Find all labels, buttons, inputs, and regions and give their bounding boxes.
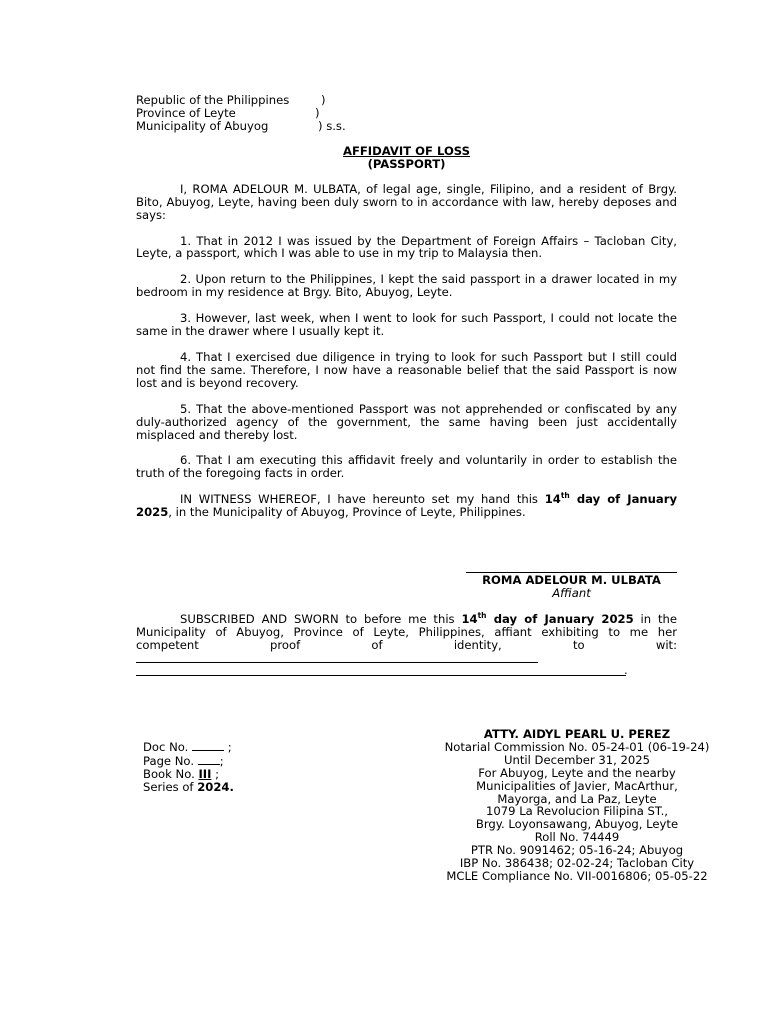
witness-paragraph: IN WITNESS WHEREOF, I have hereunto set my hand this 14th day of January 2025, in the Municipality of Abuyog, Province of Leyte, Philippines. [136,491,678,520]
title-sub: (PASSPORT) [367,156,446,171]
id-blank-line-1 [136,662,538,663]
jurat-block [136,613,677,652]
notary-until: Until December 31, 2025 [504,752,650,767]
book-no: Book No. III ; [143,766,220,781]
intro-paragraph: I, ROMA ADELOUR M. ULBATA, of legal age, single, Filipino, and a resident of Brgy. Bito, Abuyog, Leyte, having been duly sworn to in accordance with law, hereby deposes and says: [136,181,677,222]
page-no: Page No. ; [143,753,224,768]
paragraph-6: 6. That I am executing this affidavit freely and voluntarily in order to establish the truth of the foregoing facts in order. [136,453,677,481]
notary-jurisdiction: For Abuyog, Leyte and the nearby Municipalities of Javier, MacArthur, Mayorga, and La Paz, Leyte [476,765,678,806]
venue-municipality: Municipality of Abuyog ) s.s. [136,119,346,133]
venue-block [136,94,677,133]
affidavit-page [136,93,710,883]
notary-commission: Notarial Commission No. 05-24-01 (06-19-24) [444,739,710,754]
affiant-name: ROMA ADELOUR M. ULBATA [482,573,661,587]
title-main: AFFIDAVIT OF LOSS [343,144,470,158]
notary-address-1: 1079 La Revolucion Filipina ST., [486,804,668,819]
notary-ibp: IBP No. 386438; 02-02-24; Tacloban City [459,856,695,871]
document-title [136,145,677,171]
notary-ptr: PTR No. 9091462; 05-16-24; Abuyog [470,843,684,858]
notary-address-2: Brgy. Loyonsawang, Abuyog, Leyte [475,817,679,832]
id-blank-line-2 [136,675,626,676]
venue-republic: Republic of the Philippines ) [136,93,326,107]
paragraph-2: 2. Upon return to the Philippines, I kept the said passport in a drawer located in my bedroom in my residence at Brgy. Bito, Abuyog, Leyte. [136,272,677,300]
affiant-role: Affiant [552,585,591,600]
jurat-paragraph: SUBSCRIBED AND SWORN to before me this 14th day of January 2025 in the Municipality of Abuyog, Province of Leyte, Philippines, affiant exhibiting to me her competent proof of identity, to wit: [136,611,678,652]
notary-mcle: MCLE Compliance No. VII-0016806; 05-05-22 [446,868,708,883]
notary-name: ATTY. AIDYL PEARL U. PEREZ [483,727,671,741]
paragraph-4: 4. That I exercised due diligence in trying to look for such Passport but I still could not find the same. Therefore, I now have a reasonable belief that the said Passport is now lost and is beyond recovery. [136,349,677,390]
doc-no: Doc No. ; [143,740,232,754]
affiant-signature-block [466,572,677,600]
paragraph-5: 5. That the above-mentioned Passport was not apprehended or confiscated by any duly-authorized agency of the government, the same having been just accidentally misplaced and thereby lost. [136,401,677,442]
notary-roll: Roll No. 74449 [534,830,620,845]
series: Series of 2024. [143,779,234,794]
jurat-end-mark: . [624,663,628,677]
notary-block [442,728,712,883]
notarial-register [143,740,234,794]
paragraph-3: 3. However, last week, when I went to look for such Passport, I could not locate the same in the drawer where I usually kept it. [136,311,677,339]
paragraph-1: 1. That in 2012 I was issued by the Department of Foreign Affairs – Tacloban City, Leyte, a passport, which I was able to use in my trip to Malaysia then. [136,233,677,261]
venue-province: Province of Leyte ) [136,106,320,120]
